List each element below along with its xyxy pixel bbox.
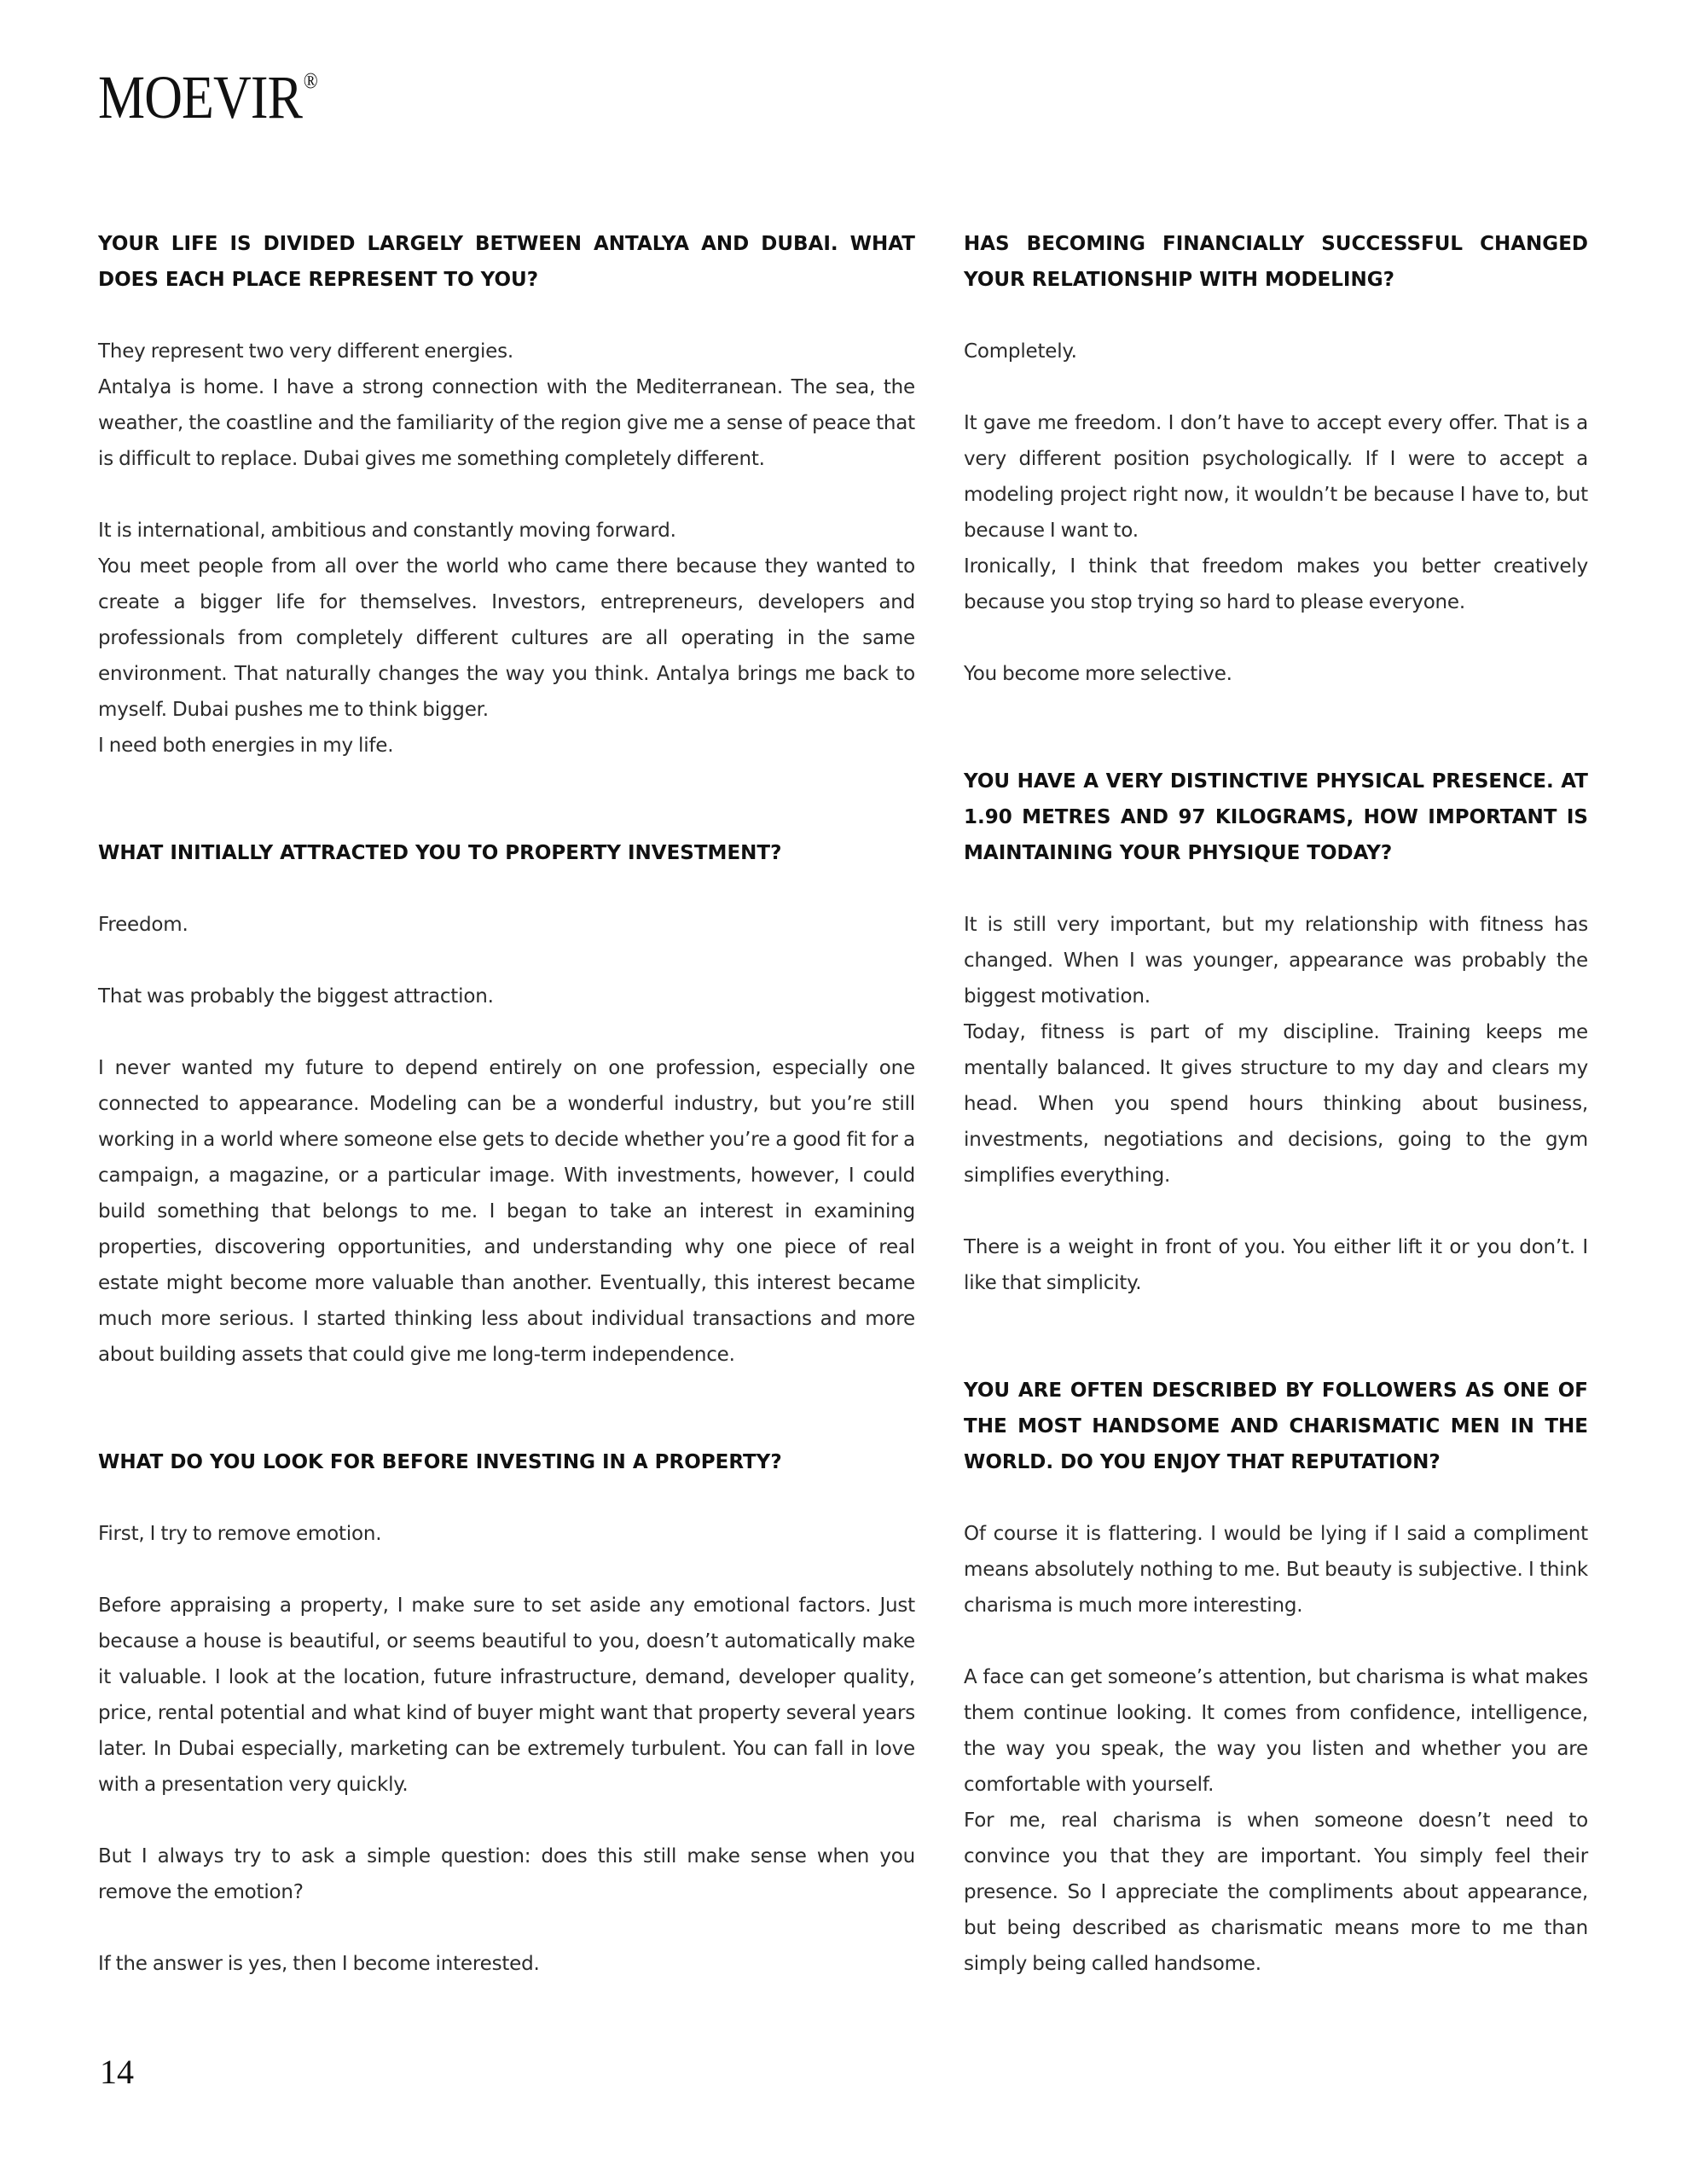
answer-paragraph: For me, real charisma is when someone doesn’t need to convince you that they are important. You simply feel their presence. So I appreciate the compliments about appearance, but being described as charismatic means more to me than simply being called handsome. <box>964 1809 1588 1975</box>
answer-paragraph: You become more selective. <box>964 663 1232 685</box>
answer-paragraph: That was probably the biggest attraction. <box>98 985 494 1008</box>
answer-paragraph: First, I try to remove emotion. <box>98 1523 382 1545</box>
page-number: 14 <box>100 2053 134 2091</box>
registered-mark: ® <box>303 68 317 93</box>
answer-paragraph: Before appraising a property, I make sure to set aside any emotional factors. Just because a house is beautiful, or seems beautiful to you, doesn’t automatically make it valuable. I look at the location, future infrastructure, demand, developer quality, price, rental potential and what kind of buyer might want that property several years later. In Dubai especially, marketing can be extremely turbulent. You can fall in love with a presentation very quickly. <box>98 1594 915 1796</box>
question-heading: WHAT DO YOU LOOK FOR BEFORE INVESTING IN A PROPERTY? <box>98 1451 782 1473</box>
answer-paragraph: Ironically, I think that freedom makes you better creatively because you stop trying so hard to please everyone. <box>964 555 1588 613</box>
answer-paragraph: If the answer is yes, then I become interested. <box>98 1953 540 1975</box>
answer-paragraph: I never wanted my future to depend entirely on one profession, especially one connected to appearance. Modeling can be a wonderful industry, but you’re still working in a world where someone else gets to decide whether you’re a good fit for a campaign, a magazine, or a particular image. With investments, however, I could build something that belongs to me. I began to take an interest in examining properties, discovering opportunities, and understanding why one piece of real estate might become more valuable than another. Eventually, this interest became much more serious. I started thinking less about individual transactions and more about building assets that could give me long-term independence. <box>98 1057 915 1366</box>
answer-paragraph: A face can get someone’s attention, but charisma is what makes them continue looking. It comes from confidence, intelligence, the way you speak, the way you listen and whether you are comfortable with yourself. <box>964 1666 1588 1796</box>
right-column <box>964 226 1588 1982</box>
answer-paragraph: It is still very important, but my relationship with fitness has changed. When I was younger, appearance was probably the biggest motivation. <box>964 914 1588 1008</box>
logo-text: MOEVIR <box>98 63 303 131</box>
answer-paragraph: It gave me freedom. I don’t have to accept every offer. That is a very different position psychologically. If I were to accept a modeling project right now, it wouldn’t be because I have to, but because I want to. <box>964 412 1588 542</box>
brand-logo <box>98 63 317 131</box>
answer-paragraph: Completely. <box>964 340 1077 363</box>
answer-paragraph: Freedom. <box>98 914 188 936</box>
answer-paragraph: You meet people from all over the world who came there because they wanted to create a bigger life for themselves. Investors, entrepreneurs, developers and professionals from completely different cultures are all operating in the same environment. That naturally changes the way you think. Antalya brings me back to myself. Dubai pushes me to think bigger. <box>98 555 915 721</box>
answer-paragraph: Of course it is flattering. I would be lying if I said a compliment means absolutely nothing to me. But beauty is subjective. I think charisma is much more interesting. <box>964 1523 1588 1617</box>
answer-paragraph: Today, fitness is part of my discipline. Training keeps me mentally balanced. It gives structure to my day and clears my head. When you spend hours thinking about business, investments, negotiations and decisions, going to the gym simplifies everything. <box>964 1021 1588 1187</box>
answer-paragraph: Antalya is home. I have a strong connection with the Mediterranean. The sea, the weather, the coastline and the familiarity of the region give me a sense of peace that is difficult to replace. Dubai gives me something completely different. <box>98 376 915 470</box>
question-heading: HAS BECOMING FINANCIALLY SUCCESSFUL CHANGED YOUR RELATIONSHIP WITH MODELING? <box>964 233 1588 291</box>
answer-paragraph: They represent two very different energies. <box>98 340 513 363</box>
answer-paragraph: But I always try to ask a simple question: does this still make sense when you remove the emotion? <box>98 1845 915 1903</box>
question-heading: YOUR LIFE IS DIVIDED LARGELY BETWEEN ANTALYA AND DUBAI. WHAT DOES EACH PLACE REPRESENT TO YOU? <box>98 233 915 291</box>
answer-paragraph: It is international, ambitious and constantly moving forward. <box>98 520 676 542</box>
left-column <box>98 226 915 1982</box>
answer-paragraph: There is a weight in front of you. You either lift it or you don’t. I like that simplicity. <box>964 1236 1588 1294</box>
question-heading: YOU ARE OFTEN DESCRIBED BY FOLLOWERS AS ONE OF THE MOST HANDSOME AND CHARISMATIC MEN IN THE WORLD. DO YOU ENJOY THAT REPUTATION? <box>964 1380 1588 1473</box>
question-heading: WHAT INITIALLY ATTRACTED YOU TO PROPERTY INVESTMENT? <box>98 842 782 864</box>
question-heading: YOU HAVE A VERY DISTINCTIVE PHYSICAL PRESENCE. AT 1.90 METRES AND 97 KILOGRAMS, HOW IMPORTANT IS MAINTAINING YOUR PHYSIQUE TODAY? <box>964 770 1588 864</box>
answer-paragraph: I need both energies in my life. <box>98 735 394 757</box>
